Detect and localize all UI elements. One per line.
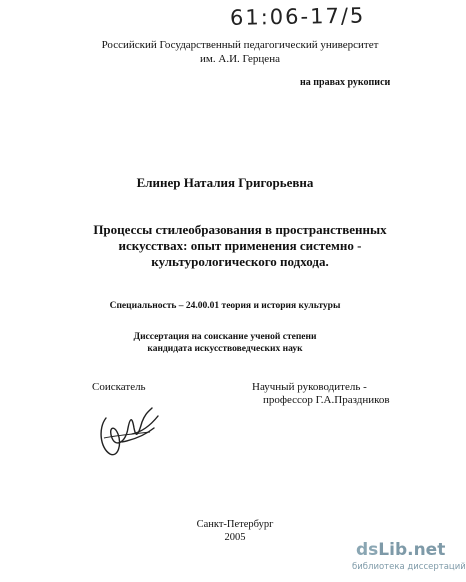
applicant-label: Соискатель xyxy=(92,381,146,393)
archive-code-handwritten: 61:06-17/5 xyxy=(229,3,366,30)
institution-line-1: Российский Государственный педагогический университет xyxy=(101,39,379,51)
year: 2005 xyxy=(224,532,246,543)
specialty-line: Специальность – 24.00.01 теория и история культуры xyxy=(109,301,341,311)
dslib-watermark xyxy=(352,540,466,578)
logo-lib: Lib.net xyxy=(378,540,446,560)
degree-statement xyxy=(60,331,390,355)
logo-ds: ds xyxy=(356,540,379,560)
applicant-signature xyxy=(92,398,167,460)
author-name: Елинер Наталия Григорьевна xyxy=(136,175,314,190)
title-line-1: Процессы стилеобразования в пространственных xyxy=(93,222,387,237)
institution-line-2: им. А.И. Герцена xyxy=(200,53,280,65)
city: Санкт-Петербург xyxy=(196,519,274,530)
degree-line-1: Диссертация на соискание ученой степени xyxy=(133,332,317,342)
degree-line-2: кандидата искусствоведческих наук xyxy=(147,344,303,354)
advisor-name: профессор Г.А.Праздников xyxy=(263,394,390,406)
title-line-3: культурологического подхода. xyxy=(151,254,329,269)
advisor-label: Научный руководитель - xyxy=(252,381,367,393)
dissertation-title xyxy=(60,222,420,270)
title-line-2: искусствах: опыт применения системно - xyxy=(118,238,362,253)
dslib-subtitle: библиотека диссертаций xyxy=(352,562,466,572)
institution-name xyxy=(60,38,420,66)
dslib-logo xyxy=(356,540,445,560)
manuscript-rights-note: на правах рукописи xyxy=(300,77,391,88)
